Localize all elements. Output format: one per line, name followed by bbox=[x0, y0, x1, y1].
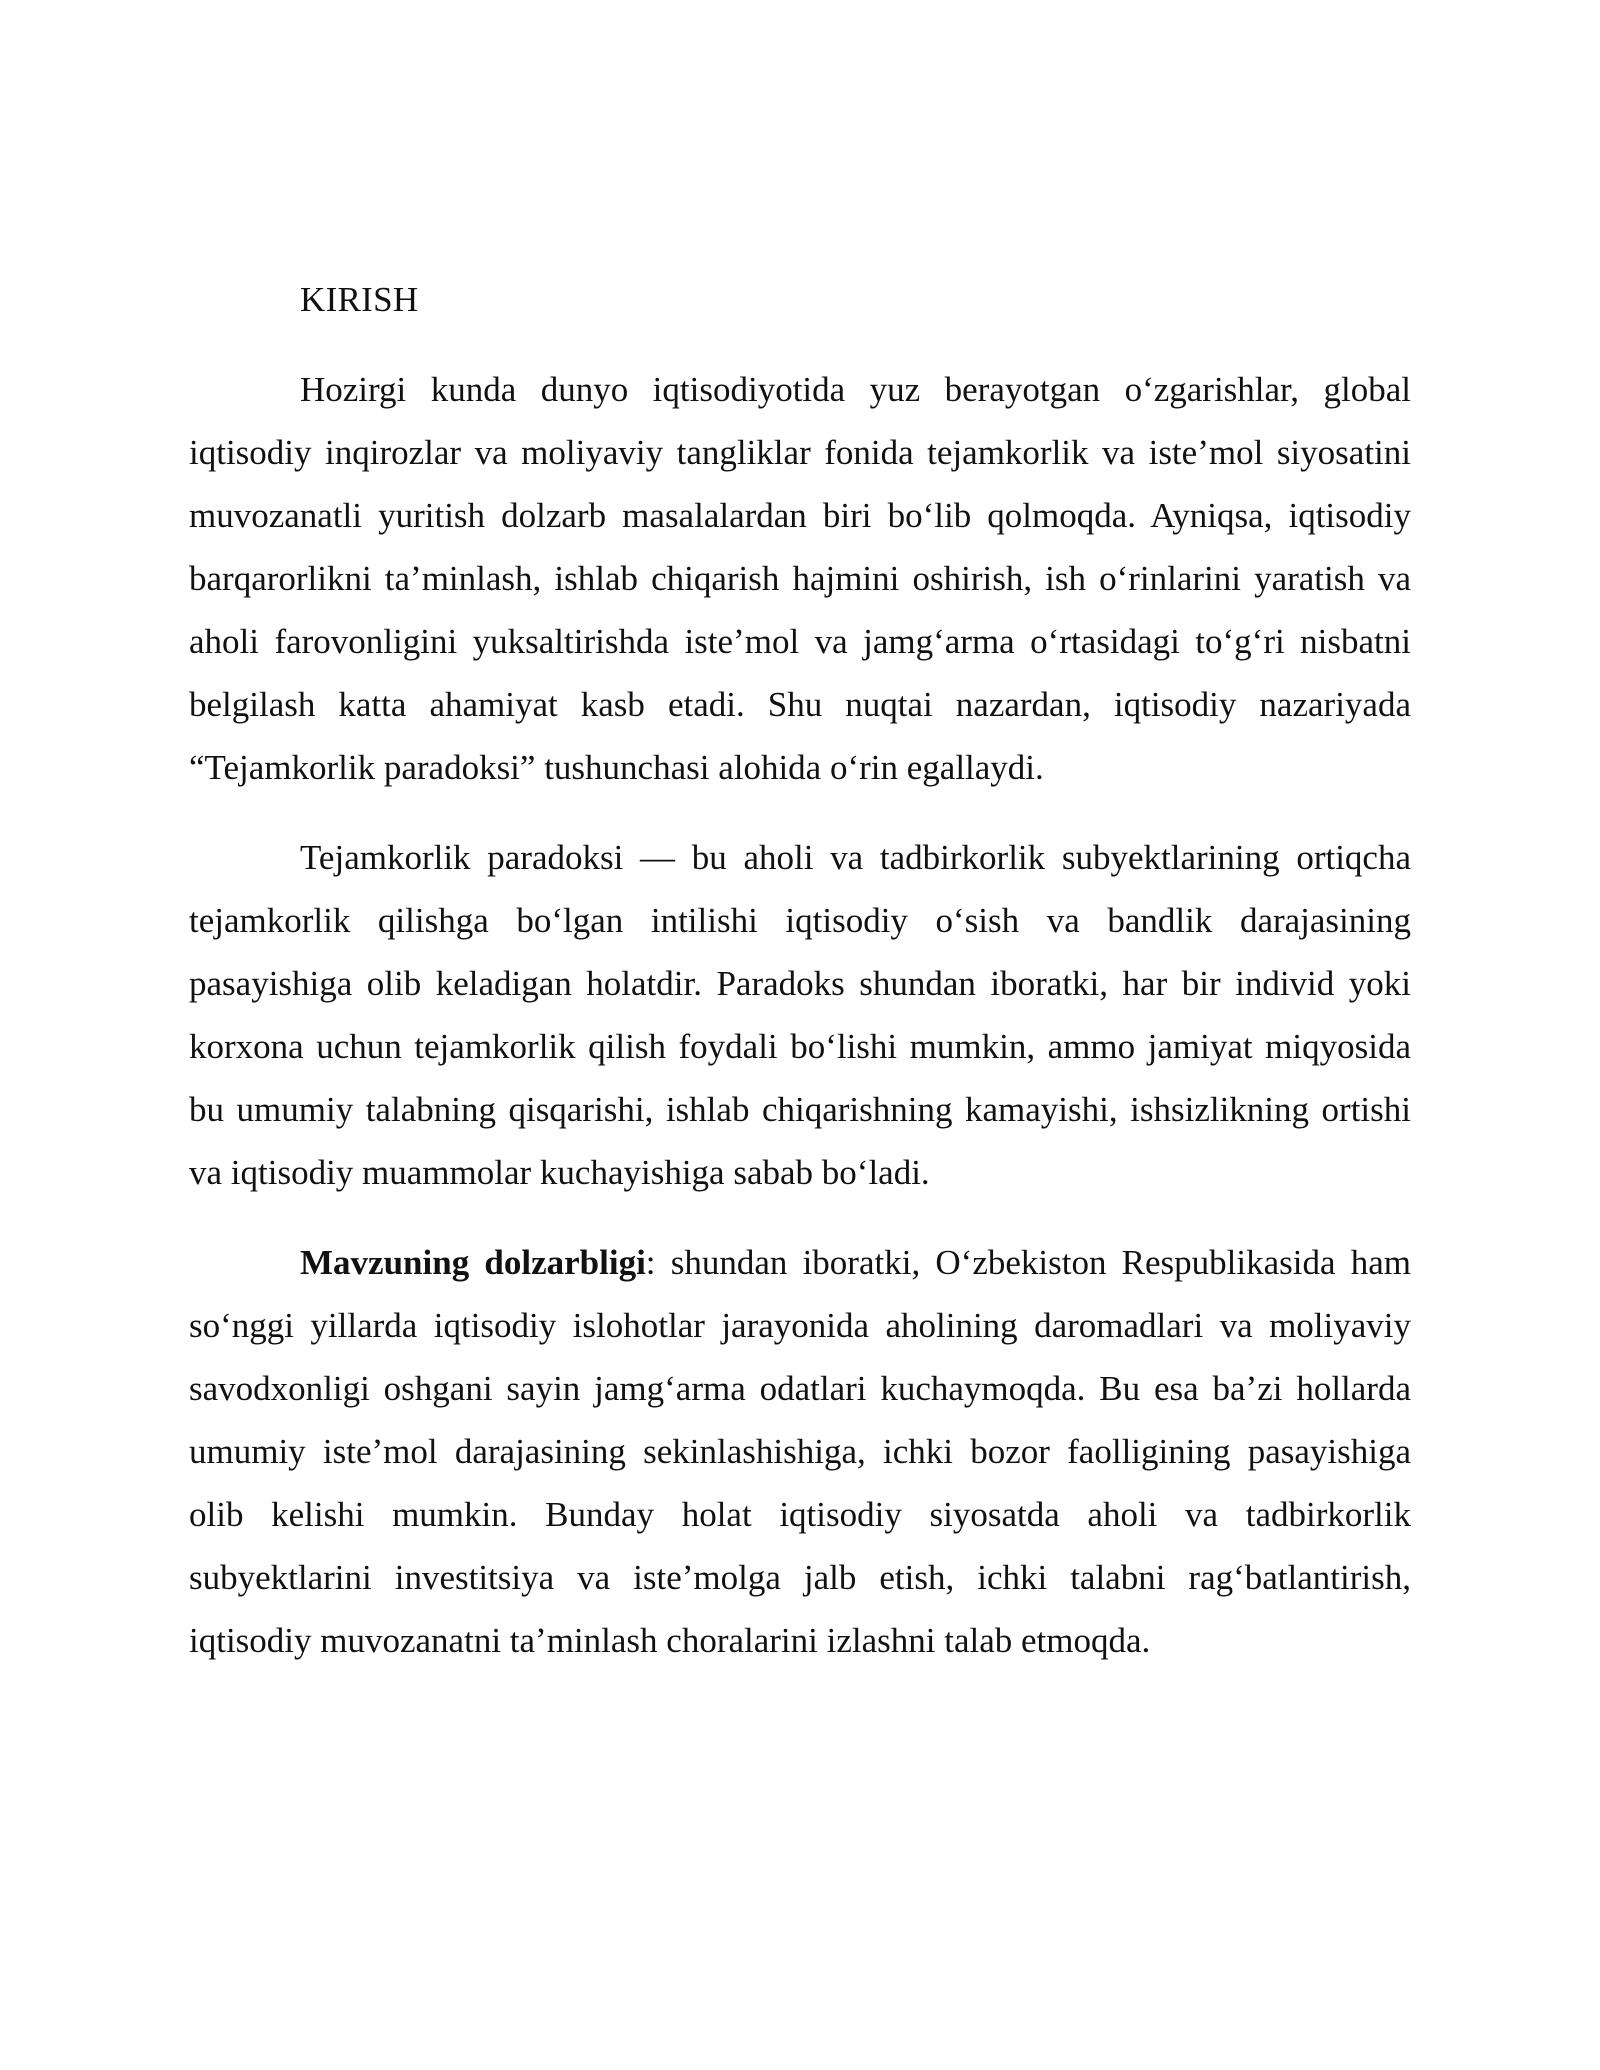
paragraph-relevance-text: : shundan iboratki, Oʻzbekiston Respublikasida ham soʻnggi yillarda iqtisodiy islohotlar jarayonida aholining daromadlari va moliyaviy savodxonligi oshgani sayin jamgʻarma odatlari kuchaymoqda. Bu esa baʼzi hollarda umumiy isteʼmol darajasining sekinlashishiga, ichki bozor faolligining pasayishiga olib kelishi mumkin. Bunday holat iqtisodiy siyosatda aholi va tadbirkorlik subyektlarini investitsiya va isteʼmolga jalb etish, ichki talabni ragʻbatlantirish, iqtisodiy muvozanatni taʼminlash choralarini izlashni talab etmoqda. bbox=[189, 1243, 1411, 1660]
paragraph-relevance bbox=[189, 1231, 1411, 1672]
section-heading: KIRISH bbox=[300, 280, 419, 319]
paragraph-intro-text: Hozirgi kunda dunyo iqtisodiyotida yuz berayotgan oʻzgarishlar, global iqtisodiy inqirozlar va moliyaviy tangliklar fonida tejamkorlik va isteʼmol siyosatini muvozanatli yuritish dolzarb masalalardan biri boʻlib qolmoqda. Ayniqsa, iqtisodiy barqarorlikni taʼminlash, ishlab chiqarish hajmini oshirish, ish oʻrinlarini yaratish va aholi farovonligini yuksaltirishda isteʼmol va jamgʻarma oʻrtasidagi toʻgʻri nisbatni belgilash katta ahamiyat kasb etadi. Shu nuqtai nazardan, iqtisodiy nazariyada “Tejamkorlik paradoksi” tushunchasi alohida oʻrin egallaydi. bbox=[189, 370, 1411, 787]
paragraph-paradox bbox=[189, 826, 1411, 1204]
document-body bbox=[189, 268, 1411, 1699]
relevance-bold-lead: Mavzuning dolzarbligi bbox=[300, 1243, 646, 1282]
paragraph-intro bbox=[189, 358, 1411, 799]
paragraph-paradox-text: Tejamkorlik paradoksi — bu aholi va tadbirkorlik subyektlarining ortiqcha tejamkorlik qilishga boʻlgan intilishi iqtisodiy oʻsish va bandlik darajasining pasayishiga olib keladigan holatdir. Paradoks shundan iboratki, har bir individ yoki korxona uchun tejamkorlik qilish foydali boʻlishi mumkin, ammo jamiyat miqyosida bu umumiy talabning qisqarishi, ishlab chiqarishning kamayishi, ishsizlikning ortishi va iqtisodiy muammolar kuchayishiga sabab boʻladi. bbox=[189, 838, 1411, 1192]
